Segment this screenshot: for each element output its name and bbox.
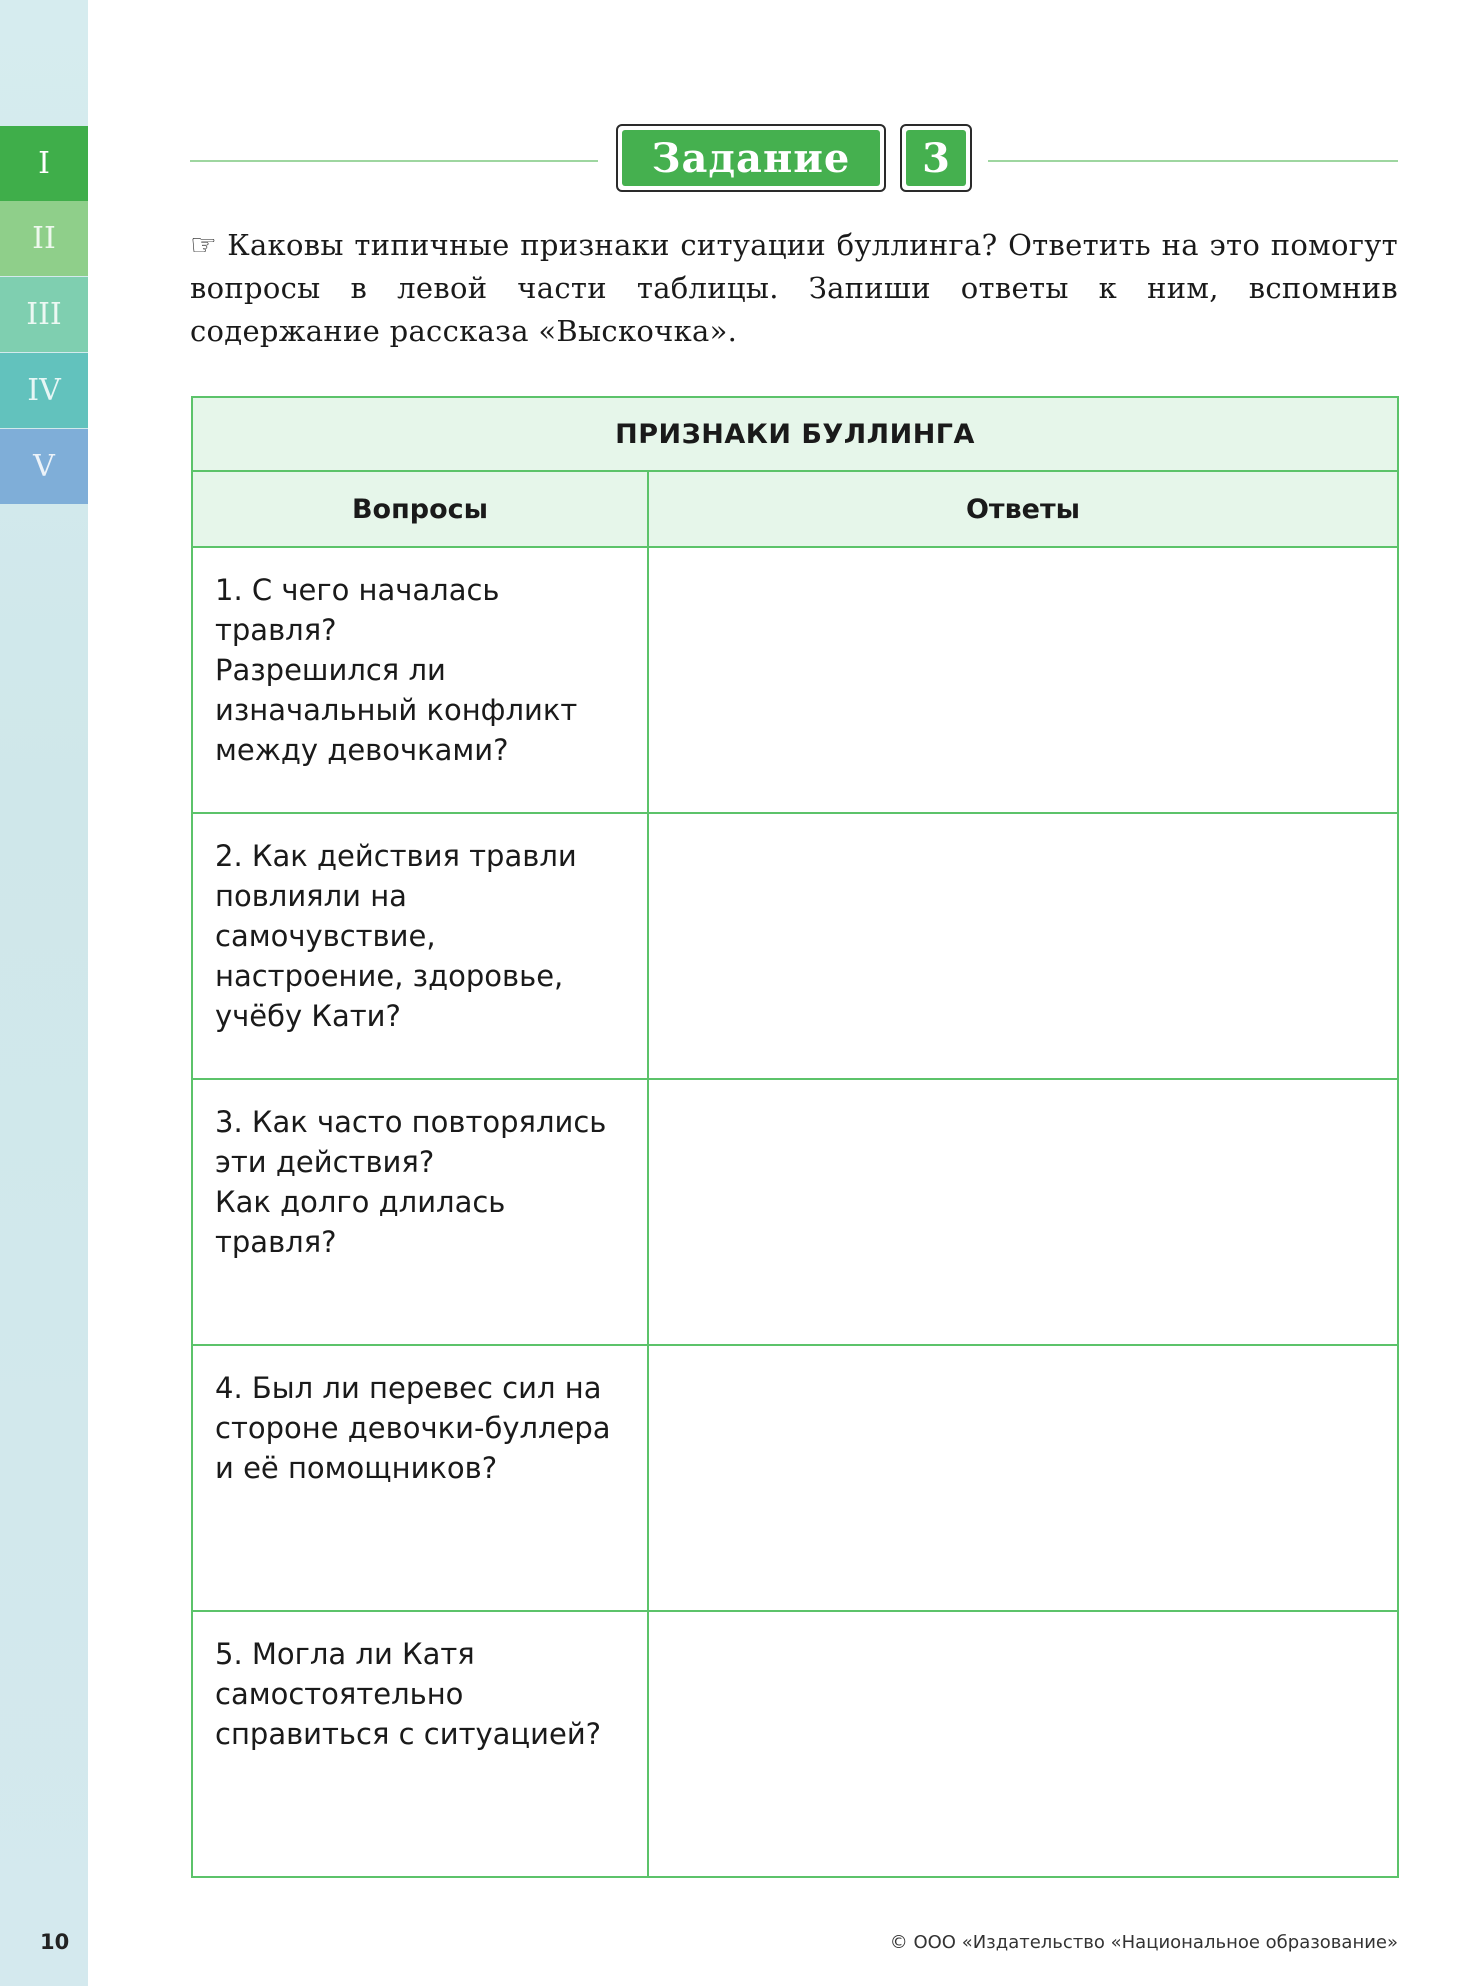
- question-cell: 3. Как часто повторялись эти действия? Как долго длилась травля?: [192, 1079, 648, 1345]
- bullying-signs-table: [191, 396, 1399, 1878]
- answer-cell[interactable]: [648, 547, 1398, 813]
- heading-rule-right: [988, 160, 1398, 162]
- question-cell: 4. Был ли перевес сил на стороне девочки-буллера и её помощников?: [192, 1345, 648, 1611]
- heading-rule-left: [190, 160, 598, 162]
- answer-cell[interactable]: [648, 813, 1398, 1079]
- task-badge: [616, 124, 886, 192]
- answer-cell[interactable]: [648, 1079, 1398, 1345]
- task-label: Задание: [622, 130, 880, 186]
- table-row: [192, 813, 1398, 1079]
- table-row: [192, 1079, 1398, 1345]
- section-tab-5[interactable]: V: [0, 429, 88, 504]
- page-number: 10: [40, 1930, 70, 1954]
- intro-paragraph: [190, 224, 1398, 353]
- table-row: [192, 1345, 1398, 1611]
- table-title: ПРИЗНАКИ БУЛЛИНГА: [192, 397, 1398, 471]
- pointing-hand-icon: ☞: [190, 228, 218, 263]
- table-row: [192, 547, 1398, 813]
- question-cell: 2. Как действия травли повлияли на самочувствие, настроение, здоровье, учёбу Кати?: [192, 813, 648, 1079]
- answer-cell[interactable]: [648, 1611, 1398, 1877]
- section-tab-3[interactable]: III: [0, 277, 88, 352]
- table-row: [192, 1611, 1398, 1877]
- task-number-badge: [900, 124, 972, 192]
- column-header-questions: Вопросы: [192, 471, 648, 547]
- section-tab-4[interactable]: IV: [0, 353, 88, 428]
- side-strip: [0, 0, 88, 1986]
- intro-text: Каковы типичные признаки ситуации буллинга? Ответить на это помогут вопросы в левой части таблицы. Запиши ответы к ним, вспомнив содержание рассказа «Выскочка».: [190, 228, 1398, 348]
- section-tab-1[interactable]: I: [0, 126, 88, 201]
- copyright-notice: © ООО «Издательство «Национальное образование»: [889, 1932, 1398, 1953]
- question-cell: 5. Могла ли Катя самостоятельно справиться с ситуацией?: [192, 1611, 648, 1877]
- question-cell: 1. С чего началась травля? Разрешился ли изначальный конфликт между девочками?: [192, 547, 648, 813]
- answer-cell[interactable]: [648, 1345, 1398, 1611]
- section-tab-2[interactable]: II: [0, 201, 88, 276]
- column-header-answers: Ответы: [648, 471, 1398, 547]
- task-number: 3: [906, 130, 966, 186]
